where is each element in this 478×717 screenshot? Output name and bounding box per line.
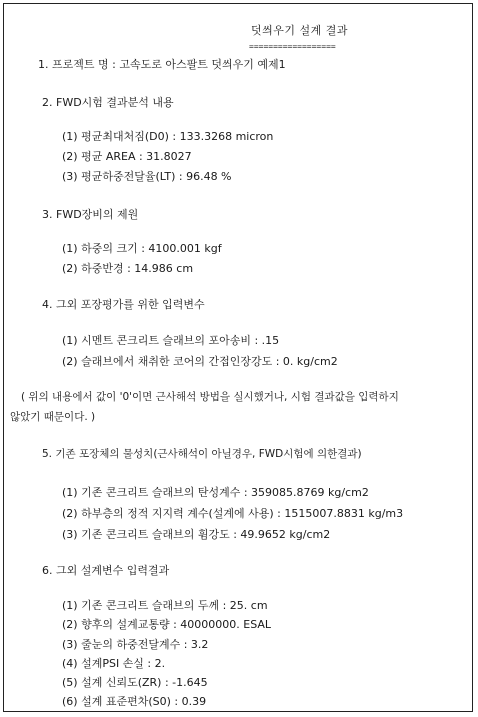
document-title: 덧씌우기 설계 결과 bbox=[251, 24, 349, 37]
section-5-item-1: (1) 기존 콘크리트 슬래브의 탄성계수 : 359085.8769 kg/cm2 bbox=[62, 486, 369, 499]
title-underline: ================== bbox=[249, 42, 336, 51]
section-6-item-6: (6) 설계 표준편차(S0) : 0.39 bbox=[62, 695, 207, 708]
section-3-item-1: (1) 하중의 크기 : 4100.001 kgf bbox=[62, 242, 222, 255]
section-4-item-2: (2) 슬래브에서 채취한 코어의 간접인장강도 : 0. kg/cm2 bbox=[62, 355, 338, 368]
note-line-2: 않았기 때문이다. ) bbox=[10, 411, 96, 423]
section-4-item-1: (1) 시멘트 콘크리트 슬래브의 포아송비 : .15 bbox=[62, 334, 280, 347]
section-2-item-1: (1) 평균최대처짐(D0) : 133.3268 micron bbox=[62, 130, 274, 143]
section-6-item-5: (5) 설계 신뢰도(ZR) : -1.645 bbox=[62, 676, 208, 689]
section-6-item-4: (4) 설계PSI 손실 : 2. bbox=[62, 657, 166, 670]
section-5-item-2: (2) 하부층의 정적 지지력 계수(설계에 사용) : 1515007.8831 kg/m3 bbox=[62, 507, 404, 520]
section-6-heading: 6. 그외 설계변수 입력결과 bbox=[42, 564, 170, 577]
section-4-heading: 4. 그외 포장평가를 위한 입력변수 bbox=[42, 298, 205, 311]
section-3-item-2: (2) 하중반경 : 14.986 cm bbox=[62, 262, 194, 275]
section-5-item-3: (3) 기존 콘크리트 슬래브의 휨강도 : 49.9652 kg/cm2 bbox=[62, 528, 331, 541]
section-2-heading: 2. FWD시험 결과분석 내용 bbox=[42, 96, 174, 109]
section-6-item-3: (3) 줄눈의 하중전달계수 : 3.2 bbox=[62, 638, 209, 651]
section-5-heading: 5. 기존 포장체의 물성치(근사해석이 아닐경우, FWD시험에 의한결과) bbox=[42, 448, 362, 460]
section-1-project-name: 1. 프로젝트 명 : 고속도로 아스팔트 덧씌우기 예제1 bbox=[38, 58, 286, 71]
section-6-item-2: (2) 향후의 설계교통량 : 40000000. ESAL bbox=[62, 618, 272, 631]
section-2-item-3: (3) 평균하중전달율(LT) : 96.48 % bbox=[62, 170, 232, 183]
section-6-item-1: (1) 기존 콘크리트 슬래브의 두께 : 25. cm bbox=[62, 599, 268, 612]
note-line-1: ( 위의 내용에서 값이 '0'이면 근사해석 방법을 실시했거나, 시험 결과값을 입력하지 bbox=[21, 391, 399, 403]
section-3-heading: 3. FWD장비의 제원 bbox=[42, 208, 139, 221]
section-2-item-2: (2) 평균 AREA : 31.8027 bbox=[62, 150, 192, 163]
